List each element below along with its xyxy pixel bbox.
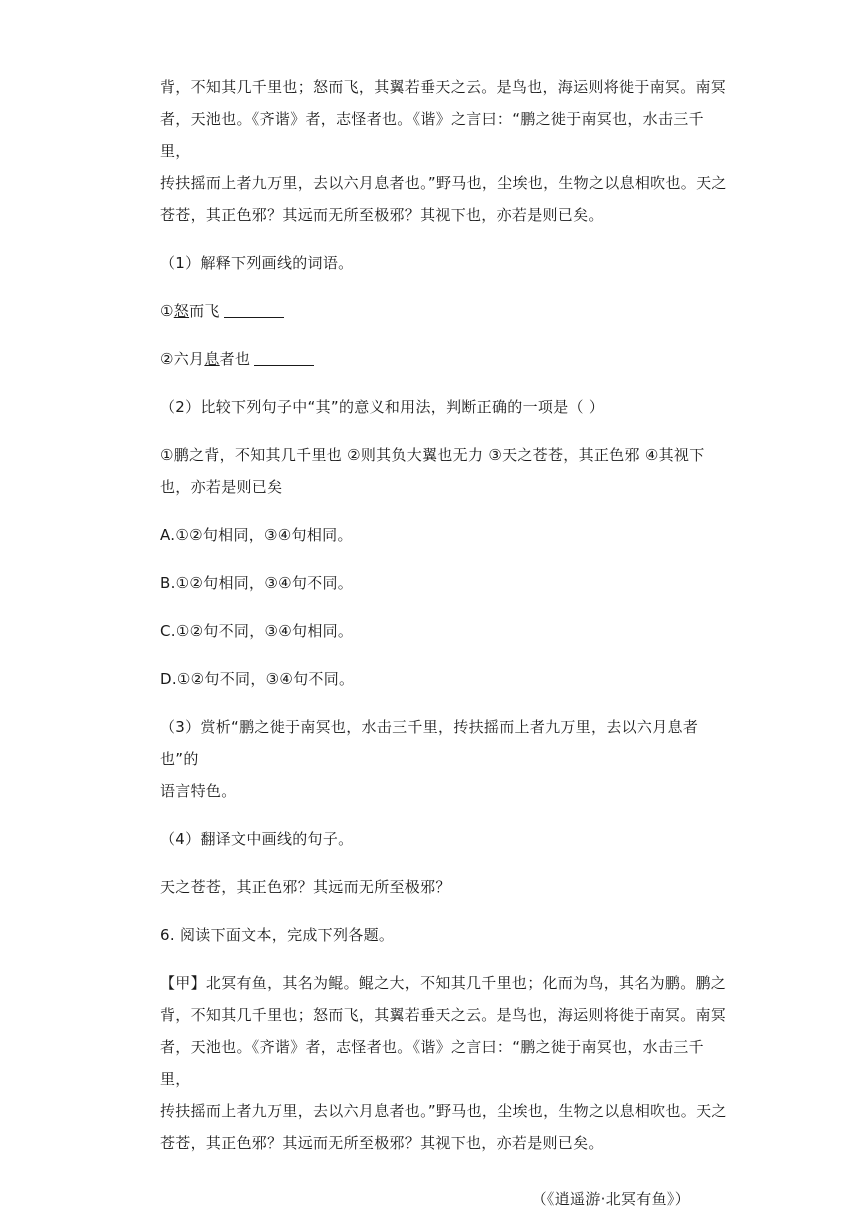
passage-line: 【甲】北冥有鱼，其名为鲲。鲲之大，不知其几千里也；化而为鸟，其名为鹏。鹏之 (160, 974, 727, 992)
item-prefix: ① (160, 302, 174, 320)
question-3-prompt: 语言特色。 (160, 782, 237, 800)
passage-jia (160, 967, 730, 1159)
option-c[interactable]: C.①②句不同，③④句相同。 (160, 622, 354, 640)
answer-blank[interactable] (254, 349, 314, 366)
question-4-prompt: （4）翻译文中画线的句子。 (160, 830, 354, 848)
passage-line: 苍苍，其正色邪？其远而无所至极邪？其视下也，亦若是则已矣。 (160, 206, 604, 224)
question-2-sentences: 也，亦若是则已矣 (160, 478, 283, 496)
question-1-item-1 (160, 295, 730, 327)
question-1-prompt: （1）解释下列画线的词语。 (160, 254, 354, 272)
underlined-word: 息 (204, 350, 220, 368)
question-3-prompt: （3）赏析“鹏之徙于南冥也，水击三千里，抟扶摇而上者九万里，去以六月息者也”的 (160, 718, 699, 768)
option-a[interactable]: A.①②句相同，③④句相同。 (160, 526, 353, 544)
item-rest: 者也 (219, 350, 251, 368)
passage-excerpt (160, 71, 730, 231)
question-2-sentences: ①鹏之背，不知其几千里也 ②则其负大翼也无力 ③天之苍苍，其正色邪 ④其视下 (160, 446, 705, 464)
question-4-sentence: 天之苍苍，其正色邪？其远而无所至极邪？ (160, 878, 451, 896)
option-d[interactable]: D.①②句不同，③④句不同。 (160, 670, 355, 688)
option-b[interactable]: B.①②句相同，③④句不同。 (160, 574, 354, 592)
question-1-item-2 (160, 343, 730, 375)
answer-blank[interactable] (224, 301, 284, 318)
question-2-prompt: （2）比较下列句子中“其”的意义和用法，判断正确的一项是（ ） (160, 398, 605, 416)
passage-line: 苍苍，其正色邪？其远而无所至极邪？其视下也，亦若是则已矣。 (160, 1134, 604, 1152)
passage-line: 者，天池也。《齐谐》者，志怪者也。《谐》之言曰：“鹏之徙于南冥也，水击三千里， (160, 1038, 704, 1088)
passage-line: 抟扶摇而上者九万里，去以六月息者也。”野马也，尘埃也，生物之以息相吹也。天之 (160, 1102, 727, 1120)
passage-line: 背，不知其几千里也；怒而飞，其翼若垂天之云。是鸟也，海运则将徙于南冥。南冥 (160, 78, 727, 96)
passage-source: （《逍遥游·北冥有鱼》） (531, 1190, 690, 1208)
item-rest: 而飞 (189, 302, 220, 320)
passage-line: 者，天池也。《齐谐》者，志怪者也。《谐》之言曰：“鹏之徙于南冥也，水击三千里， (160, 110, 704, 160)
document-body (160, 71, 730, 1215)
underlined-word: 怒 (173, 302, 190, 320)
passage-line: 抟扶摇而上者九万里，去以六月息者也。”野马也，尘埃也，生物之以息相吹也。天之 (160, 174, 727, 192)
passage-line: 背，不知其几千里也；怒而飞，其翼若垂天之云。是鸟也，海运则将徙于南冥。南冥 (160, 1006, 727, 1024)
item-prefix: ②六月 (160, 350, 205, 368)
question-6-prompt: 6. 阅读下面文本，完成下列各题。 (160, 926, 395, 944)
